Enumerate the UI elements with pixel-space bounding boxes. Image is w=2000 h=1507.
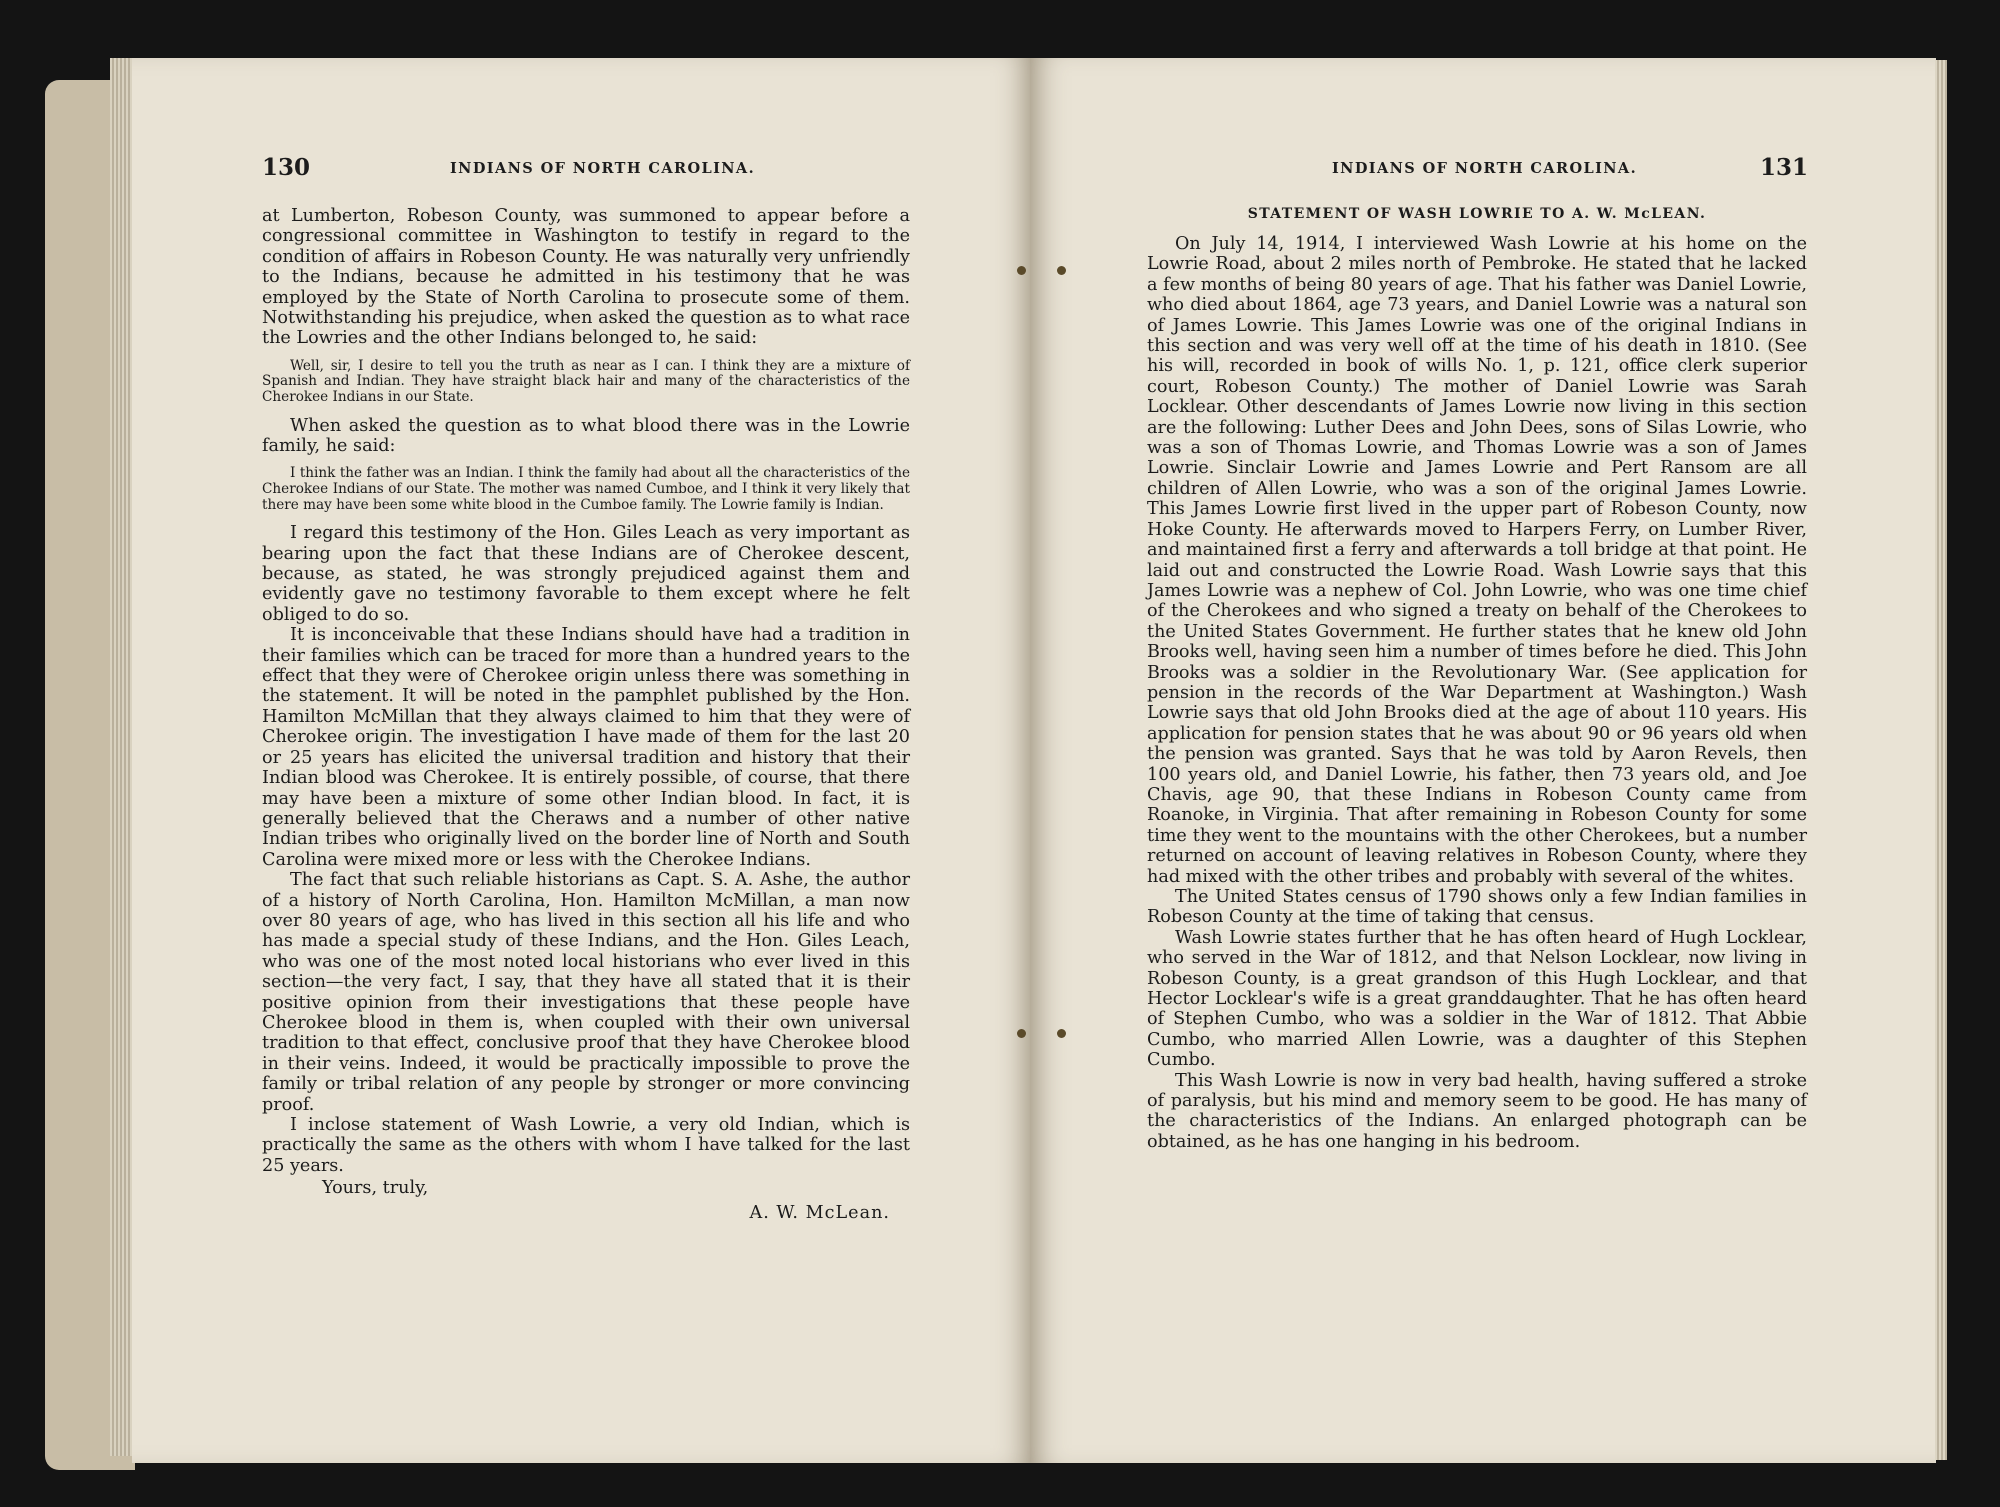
staple-hole-mark [1057,1029,1066,1038]
left-page [132,58,1030,1463]
paragraph: I inclose statement of Wash Lowrie, a very old Indian, which is practically the same as the others with whom I have talked for the last 25 years. [262,1115,910,1176]
right-page [1030,58,1936,1463]
block-quote: Well, sir, I desire to tell you the truth as near as I can. I think they are a mixture of Spanish and Indian. They have straight black hair and many of the characteristics of the Cherokee Indians in our State. [262,357,910,406]
staple-hole-mark [1017,266,1026,275]
letter-closing: Yours, truly, [322,1178,429,1199]
staple-hole-mark [1017,1029,1026,1038]
page-number: 131 [1759,154,1808,181]
paragraph: The United States census of 1790 shows only a few Indian families in Robeson County at the time of taking that census. [1147,887,1807,928]
statement-heading: STATEMENT OF WASH LOWRIE TO A. W. McLEAN. [1247,206,1707,222]
running-title: INDIANS OF NORTH CAROLINA. [450,160,756,177]
paragraph: When asked the question as to what blood there was in the Lowrie family, he said: [262,415,910,457]
paragraph: It is inconceivable that these Indians should have had a tradition in their families which can be traced for more than a hundred years to the effect that they were of Cherokee origin unless there was something in the statement. It will be noted in the pamphlet published by the Hon. Hamilton McMillan that they always claimed to him that they were of Cherokee origin. The investigation I have made of them for the last 20 or 25 years has elicited the universal tradition and history that their Indian blood was Cherokee. It is entirely possible, of course, that there may have been a mixture of some other Indian blood. In fact, it is generally believed that the Cheraws and a number of other native Indian tribes who originally lived on the border line of North and South Carolina were mixed more or less with the Cherokee Indians. [262,625,910,870]
paragraph: at Lumberton, Robeson County, was summoned to appear before a congressional committee in Washington to testify in regard to the condition of affairs in Robeson County. He was naturally very unfriendly to the Indians, because he admitted in his testimony that he was employed by the State of North Carolina to prosecute some of them. Notwithstanding his prejudice, when asked the question as to what race the Lowries and the other Indians belonged to, he said: [262,206,910,349]
letter-signature: A. W. McLean. [749,1202,890,1223]
paragraph: Wash Lowrie states further that he has often heard of Hugh Locklear, who served in the War of 1812, and that Nelson Locklear, now living in Robeson County, is a great grandson of this Hugh Locklear, and that Hector Locklear's wife is a great granddaughter. That he has often heard of Stephen Cumbo, who was a soldier in the War of 1812. That Abbie Cumbo, who married Allen Lowrie, was a daughter of this Stephen Cumbo. [1147,927,1807,1071]
block-quote: I think the father was an Indian. I think the family had about all the characteristics of the Cherokee Indians of our State. The mother was named Cumboe, and I think it very likely that there may have been some white blood in the Cumboe family. The Lowrie family is Indian. [262,465,910,513]
left-text-block [262,206,910,1223]
right-page-stack [1935,60,1947,1460]
paragraph: On July 14, 1914, I interviewed Wash Lowrie at his home on the Lowrie Road, about 2 miles north of Pembroke. He stated that he lacked a few months of being 80 years of age. That his father was Daniel Lowrie, who died about 1864, age 73 years, and Daniel Lowrie was a natural son of James Lowrie. This James Lowrie was one of the original Indians in this section and was very well off at the time of his death in 1810. (See his will, recorded in book of wills No. 1, p. 121, office clerk superior court, Robeson County.) The mother of Daniel Lowrie was Sarah Locklear. Other descendants of James Lowrie now living in this section are the following: Luther Dees and John Dees, sons of Silas Lowrie, who was a son of Thomas Lowrie, and Thomas Lowrie was a son of James Lowrie. Sinclair Lowrie and James Lowrie and Pert Ransom are all children of Allen Lowrie, who was a son of the original James Lowrie. This James Lowrie first lived in the upper part of Robeson County, now Hoke County. He afterwards moved to Harpers Ferry, on Lumber River, and maintained first a ferry and afterwards a toll bridge at that point. He laid out and constructed the Lowrie Road. Wash Lowrie says that this James Lowrie was a nephew of Col. John Lowrie, who was one time chief of the Cherokees and who signed a treaty on behalf of the Cherokees to the United States Government. He further states that he knew old John Brooks well, having seen him a number of times before he died. This John Brooks was a soldier in the Revolutionary War. (See application for pension in the records of the War Department at Washington.) Wash Lowrie says that old John Brooks died at the age of about 110 years. His application for pension states that he was about 90 or 96 years old when the pension was granted. Says that he was told by Aaron Revels, then 100 years old, and Daniel Lowrie, his father, then 73 years old, and Joe Chavis, age 90, that these Indians in Robeson County came from Roanoke, in Virginia. That after remaining in Robeson County for some time they went to the mountains with the other Cherokees, but a number returned on account of leaving relatives in Robeson County, where they had mixed with the other tribes and probably with several of the whites. [1147,234,1807,887]
paragraph: This Wash Lowrie is now in very bad health, having suffered a stroke of paralysis, but his mind and memory seem to be good. He has many of the characteristics of the Indians. An enlarged photograph can be obtained, as he has one hanging in his bedroom. [1147,1070,1807,1152]
staple-hole-mark [1057,266,1066,275]
running-title: INDIANS OF NORTH CAROLINA. [1332,160,1638,177]
right-text-block [1147,206,1807,1152]
paragraph: The fact that such reliable historians as Capt. S. A. Ashe, the author of a history of North Carolina, Hon. Hamilton McMillan, a man now over 80 years of age, who has lived in this section all his life and who has made a special study of these Indians, and the Hon. Giles Leach, who was one of the most noted local historians who ever lived in this section—the very fact, I say, that they have all stated that it is their positive opinion from their investigations that these people have Cherokee blood in them is, when coupled with their own universal tradition to that effect, conclusive proof that they have Cherokee blood in their veins. Indeed, it would be practically impossible to prove the family or tribal relation of any people by stronger or more convincing proof. [262,870,910,1115]
page-number: 130 [262,154,311,181]
paragraph: I regard this testimony of the Hon. Giles Leach as very important as bearing upon the fact that these Indians are of Cherokee descent, because, as stated, he was strongly prejudiced against them and evidently gave no testimony favorable to them except where he felt obliged to do so. [262,523,910,625]
